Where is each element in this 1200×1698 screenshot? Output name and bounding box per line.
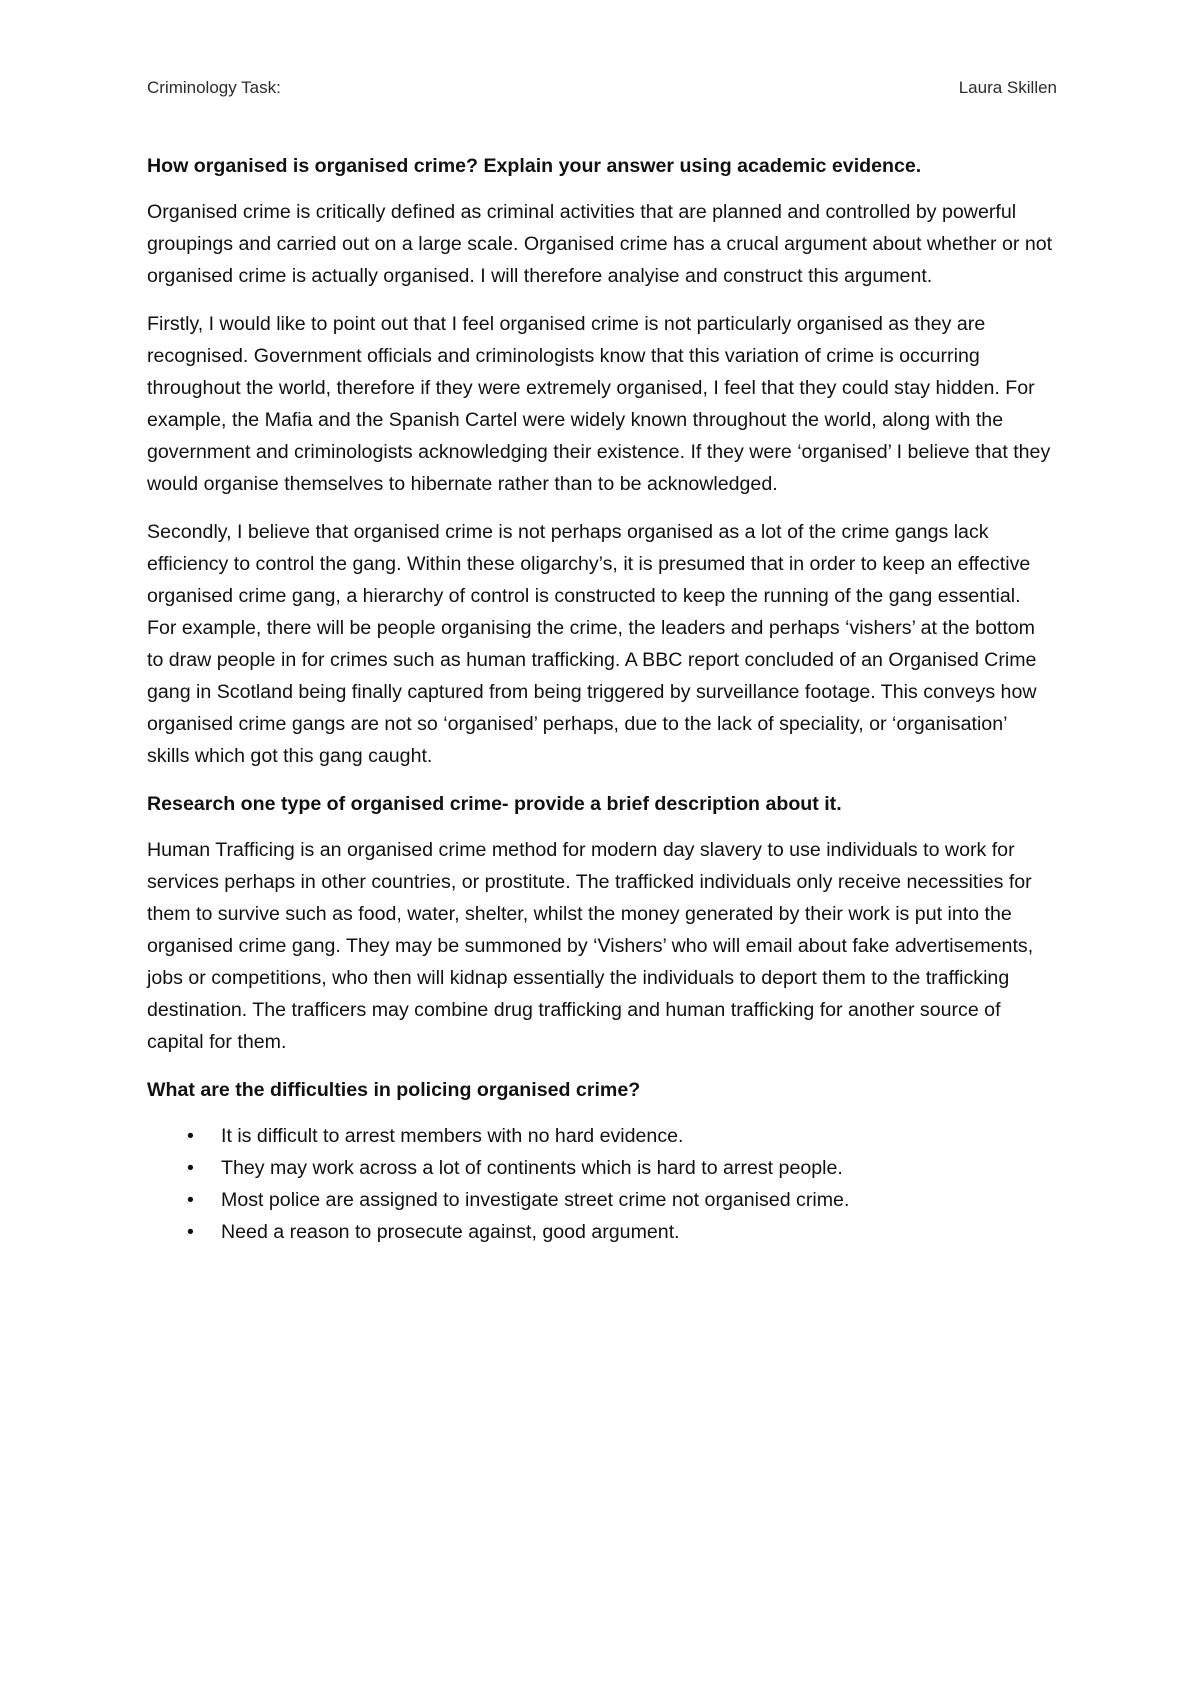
list-item-text: They may work across a lot of continents which is hard to arrest people.	[221, 1157, 843, 1179]
list-item-text: Most police are assigned to investigate street crime not organised crime.	[221, 1189, 850, 1211]
paragraph-secondly: Secondly, I believe that organised crime is not perhaps organised as a lot of the crime gangs lack efficiency to control the gang. Within these oligarchy’s, it is presumed that in order to keep an effective organised crime gang, a hierarchy of control is constructed to keep the running of the gang essential. For example, there will be people organising the crime, the leaders and perhaps ‘vishers’ at the bottom to draw people in for crimes such as human trafficking. A BBC report concluded of an Organised Crime gang in Scotland being finally captured from being triggered by surveillance footage. This conveys how organised crime gangs are not so ‘organised’ perhaps, due to the lack of speciality, or ‘organisation’ skills which got this gang caught.	[147, 521, 1037, 767]
header-author-name: Laura Skillen	[958, 78, 1057, 97]
list-item	[183, 1120, 1053, 1152]
question-1-heading: How organised is organised crime? Explain your answer using academic evidence.	[147, 155, 922, 177]
header-course-title: Criminology Task:	[147, 78, 281, 97]
bullet-icon: •	[187, 1157, 194, 1179]
document-body	[147, 150, 1053, 1248]
list-item-text: Need a reason to prosecute against, good argument.	[221, 1221, 680, 1243]
difficulties-list	[147, 1120, 1053, 1248]
question-3-heading: What are the difficulties in policing organised crime?	[147, 1079, 641, 1101]
paragraph-human-trafficking: Human Trafficing is an organised crime method for modern day slavery to use individuals to work for services perhaps in other countries, or prostitute. The trafficked individuals only receive necessities for them to survive such as food, water, shelter, whilst the money generated by their work is put into the organised crime gang. They may be summoned by ‘Vishers’ who will email about fake advertisements, jobs or competitions, who then will kidnap essentially the individuals to deport them to the trafficking destination. The trafficers may combine drug trafficking and human trafficking for another source of capital for them.	[147, 839, 1034, 1053]
bullet-icon: •	[187, 1221, 194, 1243]
list-item-text: It is difficult to arrest members with no hard evidence.	[221, 1125, 684, 1147]
bullet-icon: •	[187, 1125, 194, 1147]
bullet-icon: •	[187, 1189, 194, 1211]
paragraph-definition: Organised crime is critically defined as criminal activities that are planned and controlled by powerful groupings and carried out on a large scale. Organised crime has a crucal argument about whether or not organised crime is actually organised. I will therefore analyise and construct this argument.	[147, 201, 1053, 287]
paragraph-firstly: Firstly, I would like to point out that I feel organised crime is not particularly organised as they are recognised. Government officials and criminologists know that this variation of crime is occurring throughout the world, therefore if they were extremely organised, I feel that they could stay hidden. For example, the Mafia and the Spanish Cartel were widely known throughout the world, along with the government and criminologists acknowledging their existence. If they were ‘organised’ I believe that they would organise themselves to hibernate rather than to be acknowledged.	[147, 313, 1051, 495]
list-item	[183, 1152, 1053, 1184]
list-item	[183, 1184, 1053, 1216]
question-2-heading: Research one type of organised crime- provide a brief description about it.	[147, 793, 842, 815]
page-header	[147, 76, 1057, 100]
list-item	[183, 1216, 1053, 1248]
